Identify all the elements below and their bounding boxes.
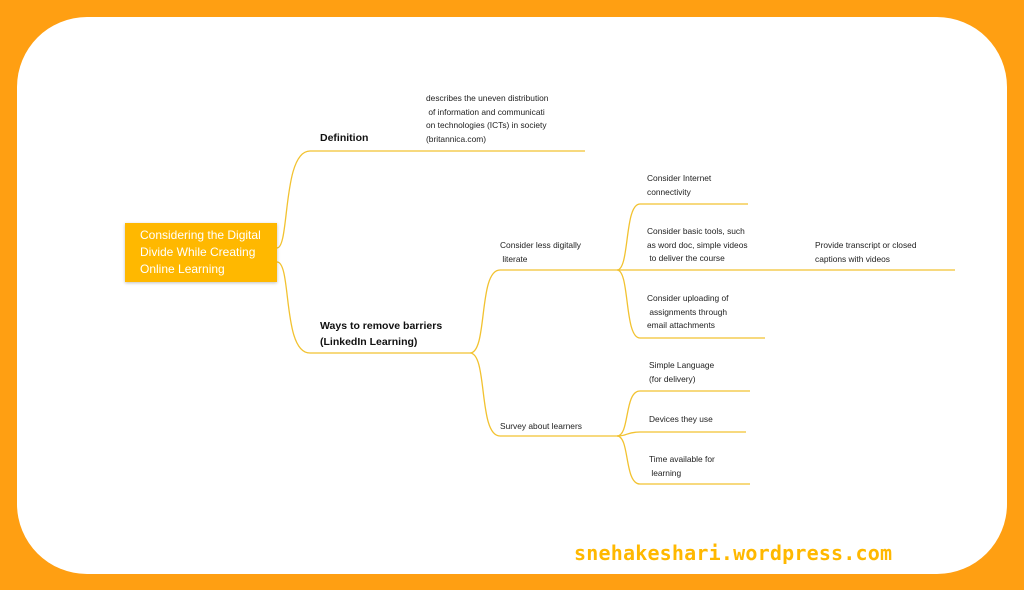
- topic-survey[interactable]: Survey about learners: [500, 421, 582, 431]
- footer-site-name: snehakeshari.wordpress.com: [574, 541, 893, 565]
- root-topic[interactable]: [125, 223, 277, 282]
- topic-ways[interactable]: Ways to remove barriers (LinkedIn Learning): [320, 320, 443, 348]
- topic-time-available[interactable]: Time available for learning: [649, 454, 715, 478]
- topic-transcript[interactable]: Provide transcript or closed captions with videos: [815, 240, 917, 264]
- topic-uploading[interactable]: Consider uploading of assignments through email attachments: [647, 293, 729, 330]
- topic-simple-language[interactable]: Simple Language (for delivery): [649, 360, 715, 384]
- link-root-definition: [277, 151, 413, 248]
- topic-definition-text[interactable]: describes the uneven distribution of information and communicati on technologies (ICTs) in society (britannica.com): [426, 93, 549, 144]
- link-devices: [617, 432, 746, 436]
- root-topic-label: Considering the Digital Divide While Creating Online Learning: [140, 228, 261, 276]
- topic-internet[interactable]: Consider Internet connectivity: [647, 173, 712, 197]
- link-ways-less-literate: [470, 270, 617, 353]
- topic-devices[interactable]: Devices they use: [649, 414, 713, 424]
- topic-definition[interactable]: Definition: [320, 132, 369, 144]
- topic-basic-tools[interactable]: Consider basic tools, such as word doc, simple videos to deliver the course: [647, 226, 748, 263]
- topic-less-literate[interactable]: Consider less digitally literate: [500, 240, 581, 264]
